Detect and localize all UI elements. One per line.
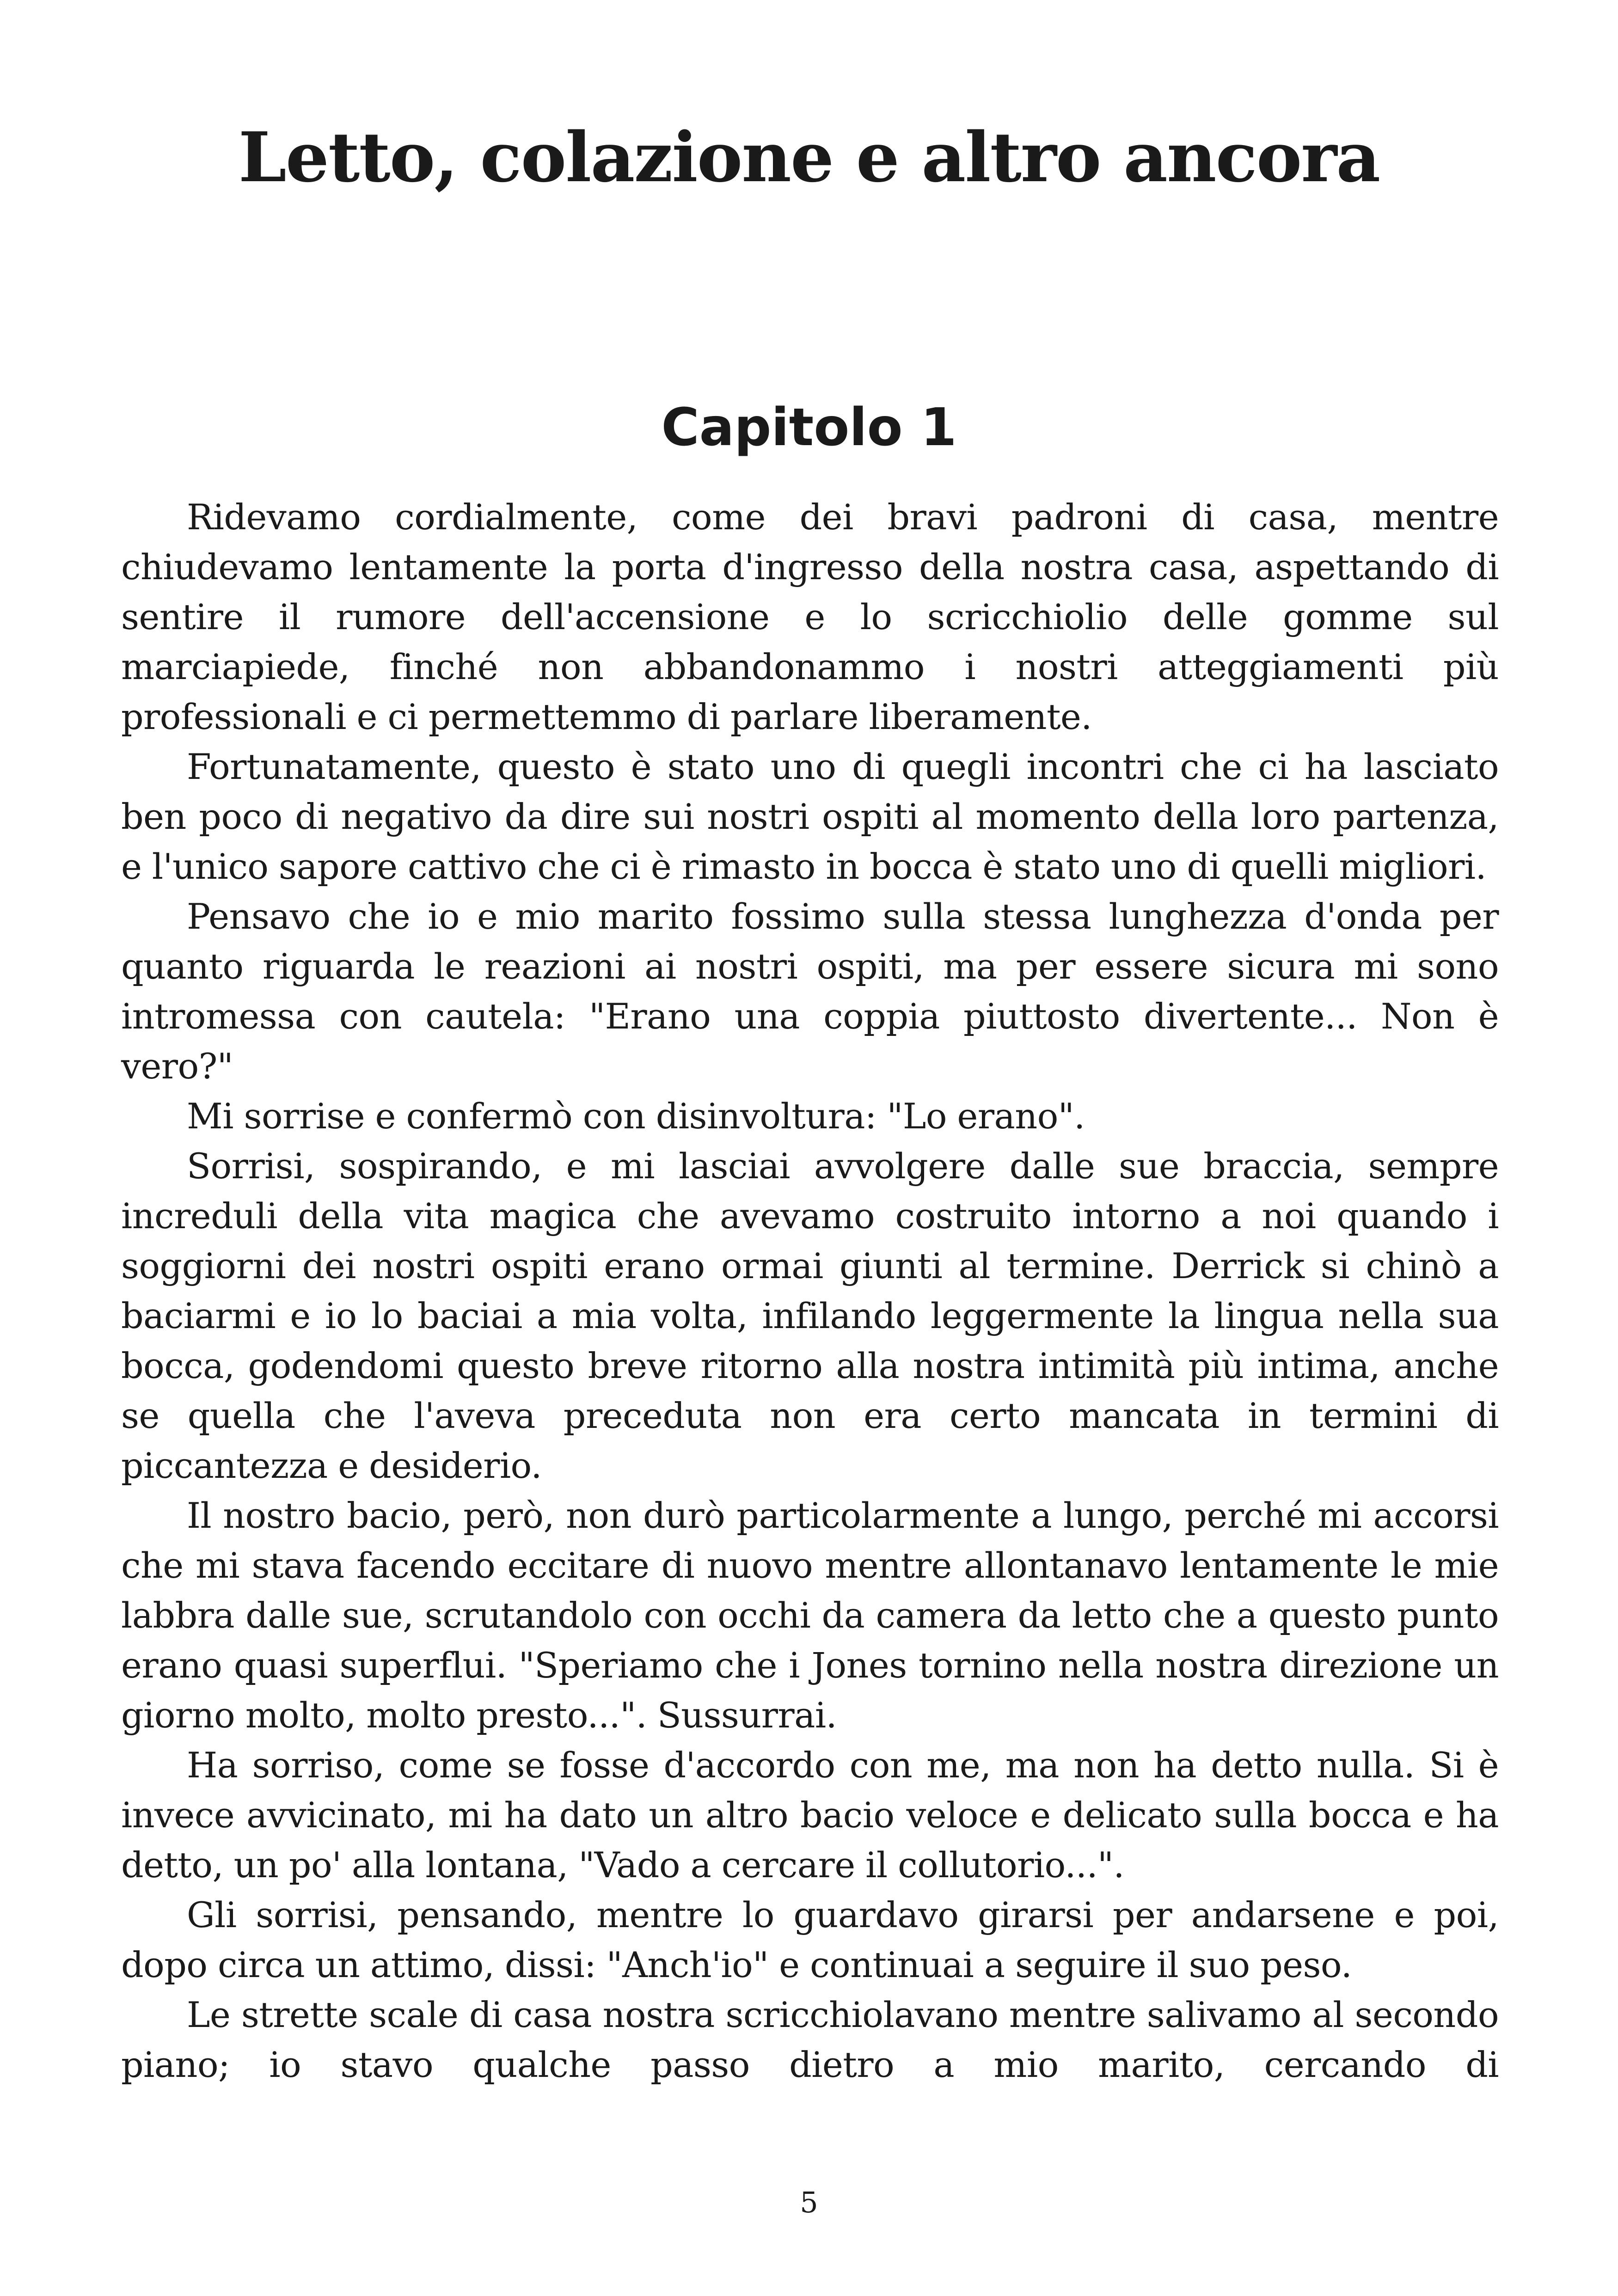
paragraph: Pensavo che io e mio marito fossimo sulla stessa lunghezza d'onda per quanto riguarda le reazioni ai nostri ospiti, ma per essere sicura mi sono intromessa con cautela: "Erano una coppia piuttosto divertente... Non è vero?" (121, 896, 1499, 1087)
paragraph: Ha sorriso, come se fosse d'accordo con me, ma non ha detto nulla. Si è invece avvicinato, mi ha dato un altro bacio veloce e delicato sulla bocca e ha detto, un po' alla lontana, "Vado a cercare il collutorio...". (121, 1745, 1499, 1886)
page-number: 5 (800, 2186, 818, 2219)
book-title: Letto, colazione e altro ancora (238, 117, 1380, 197)
paragraph: Fortunatamente, questo è stato uno di quegli incontri che ci ha lasciato ben poco di negativo da dire sui nostri ospiti al momento della loro partenza, e l'unico sapore cattivo che ci è rimasto in bocca è stato uno di quelli migliori. (121, 746, 1499, 887)
paragraph-last: Le strette scale di casa nostra scricchiolavano mentre salivamo al secondo piano; io stavo qualche passo dietro a mio marito, cercando di (121, 1994, 1499, 2085)
paragraph: Ridevamo cordialmente, come dei bravi padroni di casa, mentre chiudevamo lentamente la porta d'ingresso della nostra casa, aspettando di sentire il rumore dell'accensione e lo scricchiolio delle gomme sul marciapiede, finché non abbandonammo i nostri atteggiamenti più professionali e ci permettemmo di parlare liberamente. (121, 496, 1499, 737)
paragraph: Il nostro bacio, però, non durò particolarmente a lungo, perché mi accorsi che mi stava facendo eccitare di nuovo mentre allontanavo lentamente le mie labbra dalle sue, scrutandolo con occhi da camera da letto che a questo punto erano quasi superflui. "Speriamo che i Jones tornino nella nostra direzione un giorno molto, molto presto...". Sussurrai. (121, 1495, 1499, 1736)
chapter-body (121, 492, 1499, 2090)
paragraph: Mi sorrise e confermò con disinvoltura: "Lo erano". (187, 1096, 1085, 1137)
chapter-title: Capitolo 1 (661, 398, 957, 458)
paragraph: Gli sorrisi, pensando, mentre lo guardavo girarsi per andarsene e poi, dopo circa un attimo, dissi: "Anch'io" e continuai a seguire il suo peso. (121, 1894, 1499, 1985)
paragraph: Sorrisi, sospirando, e mi lasciai avvolgere dalle sue braccia, sempre increduli della vita magica che avevamo costruito intorno a noi quando i soggiorni dei nostri ospiti erano ormai giunti al termine. Derrick si chinò a baciarmi e io lo baciai a mia volta, infilando leggermente la lingua nella sua bocca, godendomi questo breve ritorno alla nostra intimità più intima, anche se quella che l'aveva preceduta non era certo mancata in termini di piccantezza e desiderio. (121, 1145, 1499, 1486)
